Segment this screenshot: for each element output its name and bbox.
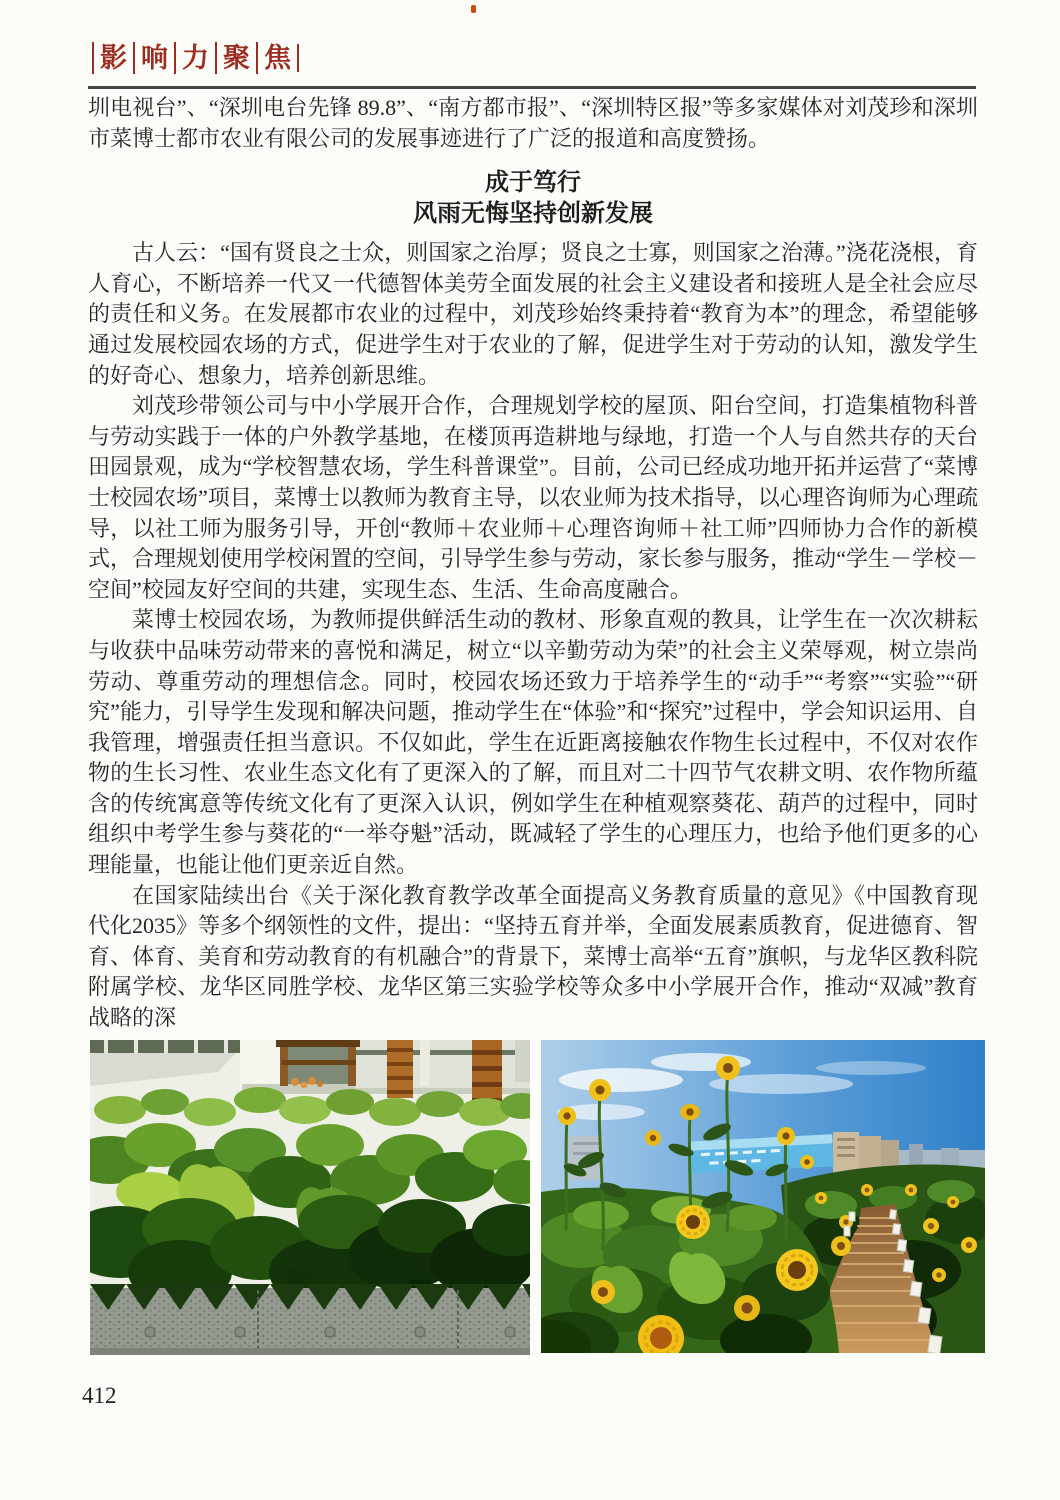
page-number: 412 (82, 1383, 117, 1408)
paragraph: 刘茂珍带领公司与中小学展开合作，合理规划学校的屋顶、阳台空间，打造集植物科普与劳动实践于一体的户外教学基地，在楼顶再造耕地与绿地，打造一个人与自然共存的天台田园景观，成为“学校智慧农场，学生科普课堂”。目前，公司已经成功地开拓并运营了“菜博士校园农场”项目，菜博士以教师为教育主导，以农业师为技术指导，以心理咨询师为心理疏导，以社工师为服务引导，开创“教师＋农业师＋心理咨询师＋社工师”四师协力合作的新模式，合理规划使用学校闲置的空间，引导学生参与劳动，家长参与服务，推动“学生－学校－空间”校园友好空间的共建，实现生态、生活、生命高度融合。 (88, 393, 978, 602)
sunflower-field-boardwalk-photo (541, 1040, 985, 1353)
paragraph: 菜博士校园农场，为教师提供鲜活生动的教材、形象直观的教具，让学生在一次次耕耘与收获中品味劳动带来的喜悦和满足，树立“以辛勤劳动为荣”的社会主义荣辱观，树立崇尚劳动、尊重劳动的理想信念。同时，校园农场还致力于培养学生的“动手”“考察”“实验”“研究”能力，引导学生发现和解决问题，推动学生在“体验”和“探究”过程中，学会知识运用、自我管理，增强责任担当意识。不仅如此，学生在近距离接触农作物生长过程中，不仅对农作物的生长习性、农业生态文化有了更深入的了解，而且对二十四节气农耕文明、农作物所蕴含的传统寓意等传统文化有了更深入认识，例如学生在种植观察葵花、葫芦的过程中，同时组织中考学生参与葵花的“一举夺魁”活动，既减轻了学生的心理压力，也给予他们更多的心理能量，也能让他们更亲近自然。 (88, 607, 978, 878)
photo-row (90, 1040, 985, 1355)
sunflower-field-illustration (541, 1040, 985, 1353)
section-title (88, 167, 978, 229)
planter-box (90, 1284, 530, 1355)
header-divider-rule (88, 86, 976, 89)
running-head-char: 力 (174, 42, 215, 74)
pergola (276, 1040, 360, 1086)
rooftop-leafy-crops-photo (90, 1040, 530, 1355)
paragraph-continuation: 圳电视台”、“深圳电台先锋 89.8”、“南方都市报”、“深圳特区报”等多家媒体对刘茂珍和深圳市菜博士都市农业有限公司的发展事迹进行了广泛的报道和高度赞扬。 (88, 95, 978, 151)
rooftop-leafy-crops-illustration (90, 1040, 530, 1355)
running-head-char: 响 (133, 42, 174, 74)
running-head-char: 焦 (256, 42, 297, 74)
section-title-line1: 成于笃行 (485, 169, 581, 197)
section-title-line2: 风雨无悔坚持创新发展 (413, 200, 653, 228)
scan-artifact-dot (471, 5, 476, 13)
article-body (88, 93, 978, 1034)
running-head-end-bar (297, 44, 299, 72)
paragraph: 在国家陆续出台《关于深化教育教学改革全面提高义务教育质量的意见》《中国教育现代化2035》等多个纲领性的文件，提出：“坚持五育并举，全面发展素质教育，促进德育、智育、体育、美育和劳动教育的有机融合”的背景下，菜博士高举“五育”旗帜，与龙华区教科院附属学校、龙华区同胜学校、龙华区第三实验学校等众多中小学展开合作，推动“双减”教育战略的深 (88, 882, 978, 1031)
paragraph: 古人云：“国有贤良之士众，则国家之治厚；贤良之士寡，则国家之治薄。”浇花浇根，育人育心，不断培养一代又一代德智体美劳全面发展的社会主义建设者和接班人是全社会应尽的责任和义务。在发展都市农业的过程中，刘茂珍始终秉持着“教育为本”的理念，希望能够通过发展校园农场的方式，促进学生对于农业的了解，促进学生对于劳动的认知，激发学生的好奇心、想象力，培养创新思维。 (88, 240, 978, 388)
running-head-char: 影 (92, 42, 133, 74)
running-head (92, 42, 299, 74)
running-head-char: 聚 (215, 42, 256, 74)
